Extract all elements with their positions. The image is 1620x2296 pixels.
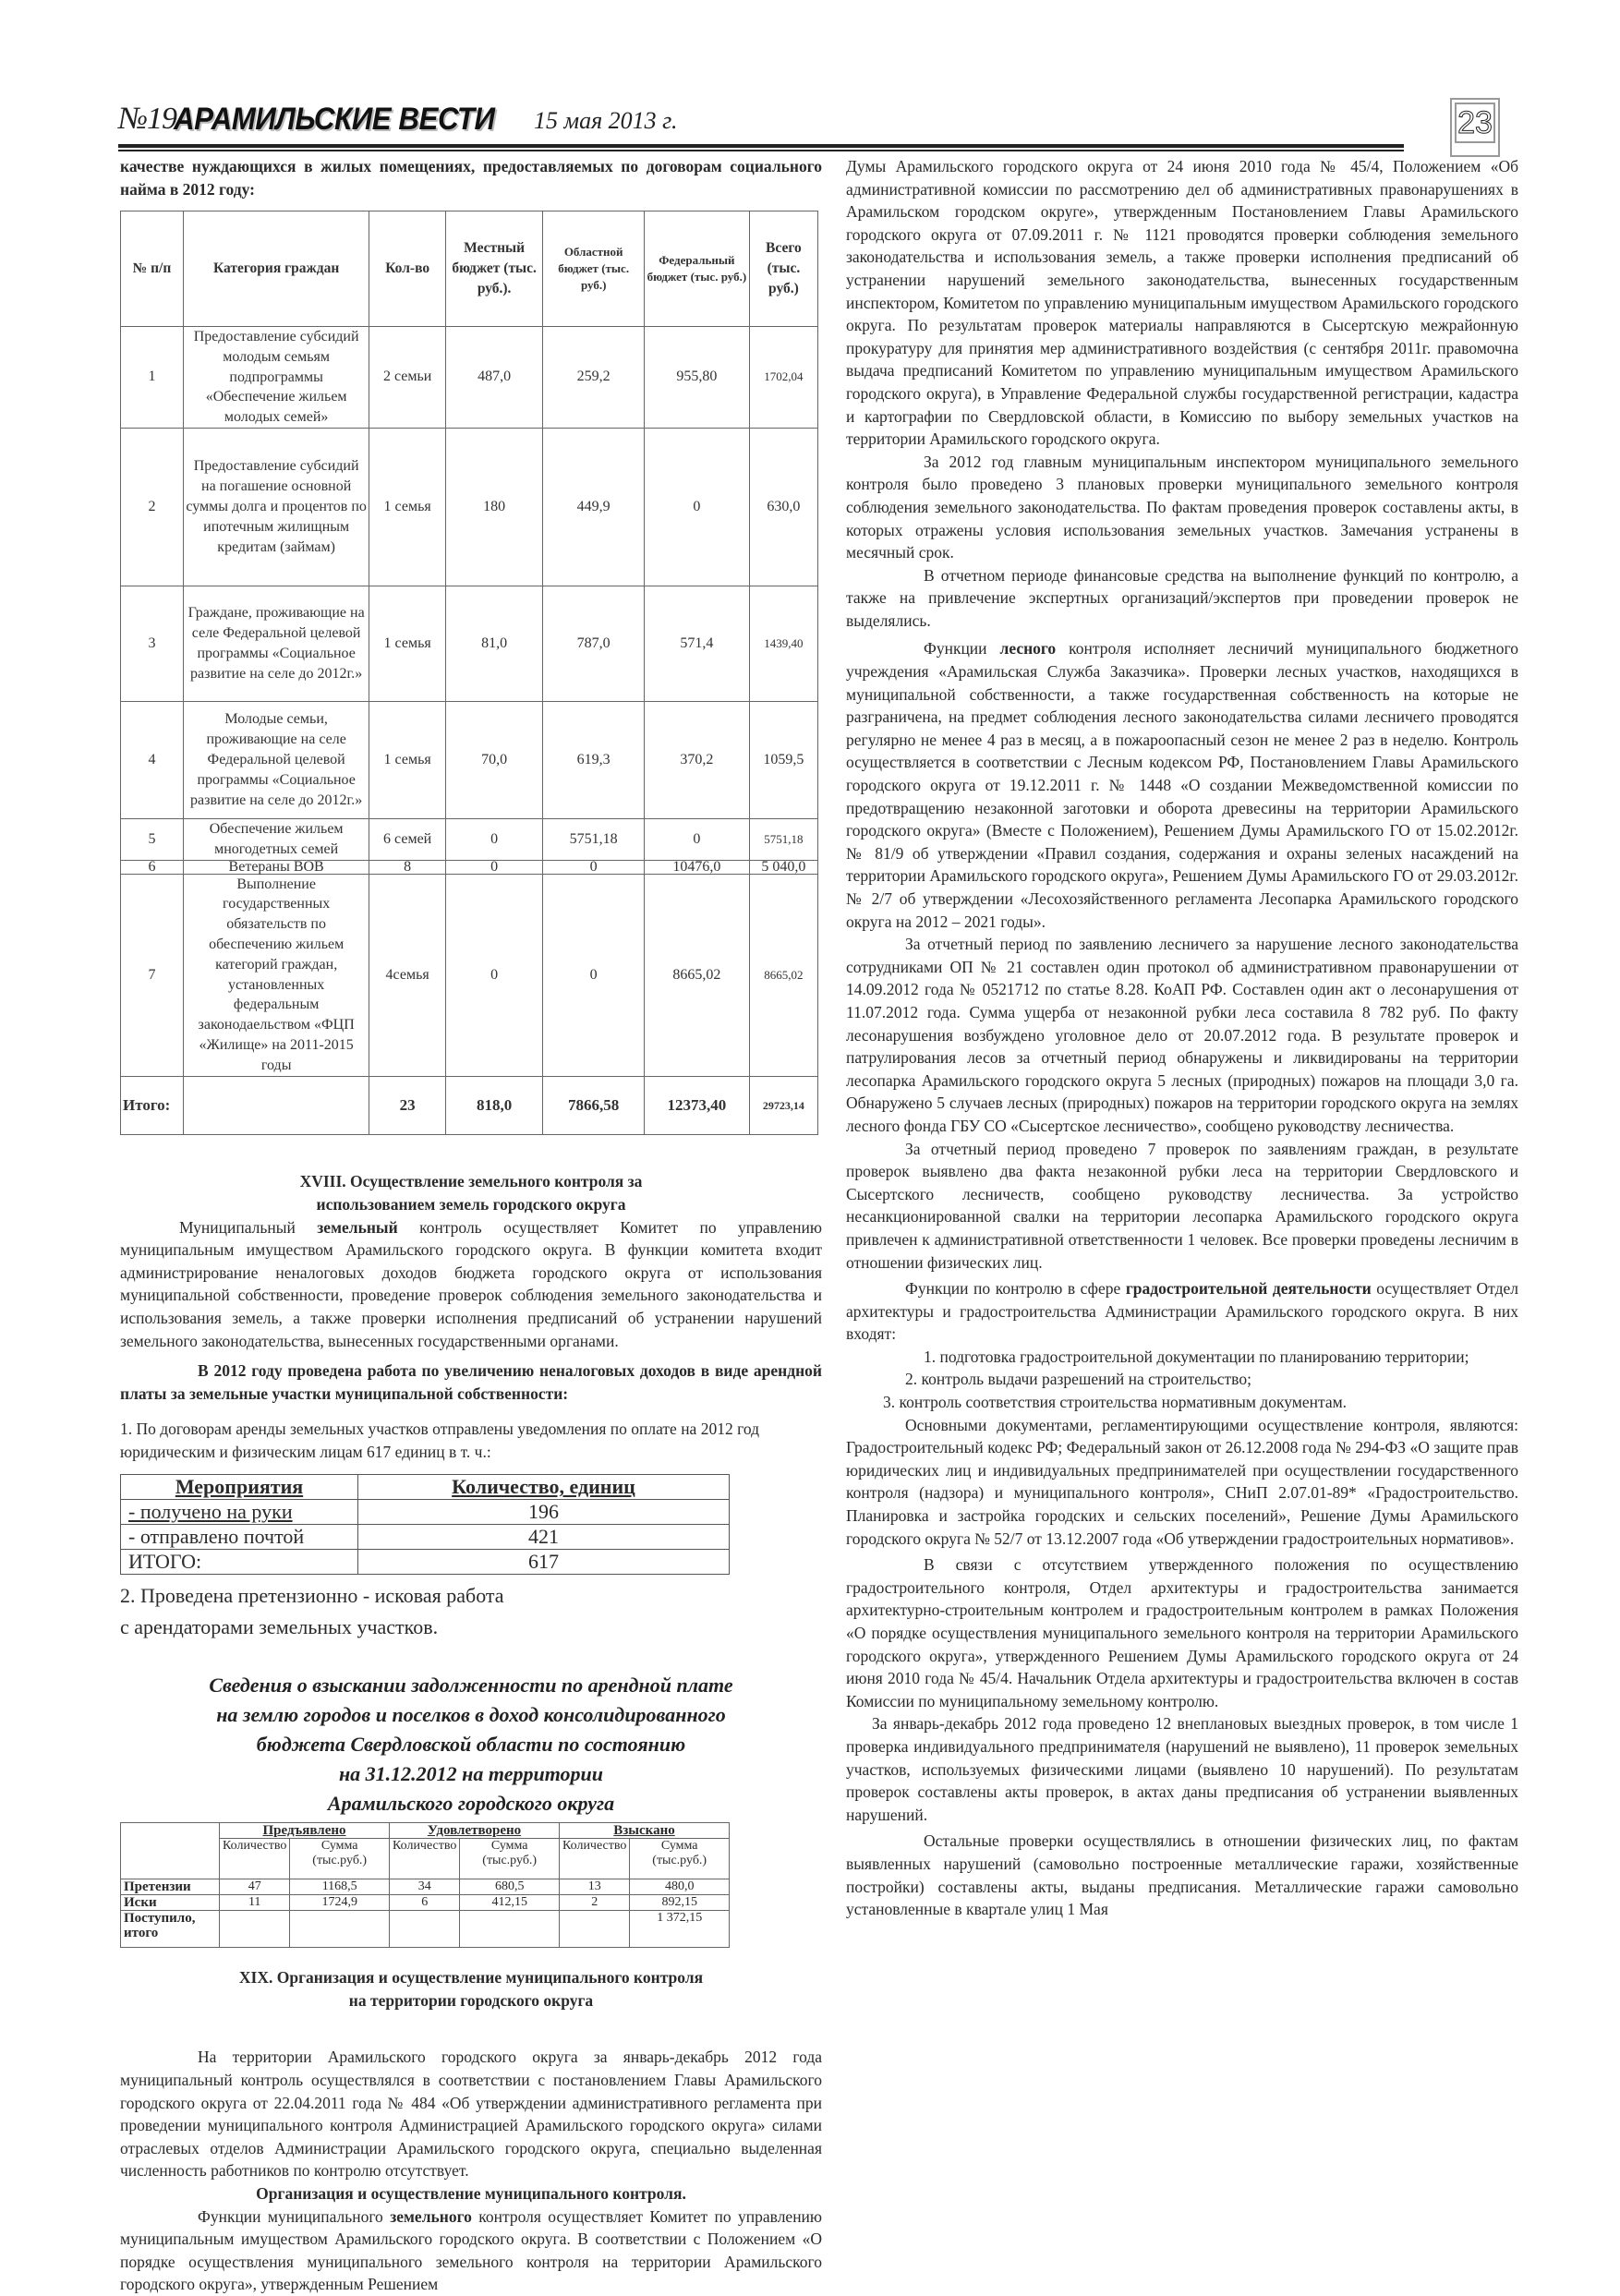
cell-regional: 619,3 [543,701,645,818]
page-number-box [1450,98,1500,157]
cell-regional: 0 [543,874,645,1076]
paragraph: На территории Арамильского городского округа за январь-декабрь 2012 года муниципальный контроль осуществлялся в соответствии с постановлением Главы Арамильского городского округа от 22.04.2011 года № 484 «Об утверждении административного регламента при проведении муниципального контроля Администрацией Арамильского городского округа» силами отраслевых отделов Администрации Арамильского городского округа, специально выделенная численность работников по контролю отсутствует. [120,2048,822,2181]
cell-federal: 955,80 [645,327,750,429]
table-row [121,1550,730,1575]
paragraph: В связи с отсутствием утвержденного положения по осуществлению градостроительного контроля, Отдел архитектуры и градостроительства занимается архитектурно-строительным контролем и градостроительным контролем в рамках Положения «О порядке осуществления муниципального земельного контроля на территории Арамильского городского округа», утвержденного Решением Думы Арамильского городского округа от 24 июня 2010 года № 45/4. Начальник Отдела архитектуры и градостроительства включен в состав Комиссии по муниципальному земельному контролю. [846,1555,1518,1710]
paragraph: 1. По договорам аренды земельных участков отправлены уведомления по оплате на 2012 год юридическим и физическим лицам 617 единиц в т. ч.: [120,1420,759,1461]
section-18-title [120,1170,822,1216]
claims-line-2: с арендаторами земельных участков. [120,1615,439,1639]
cell-activity: ИТОГО: [121,1550,358,1575]
cell-quantity: 196 [358,1500,730,1525]
table-header-row [121,1475,730,1500]
cell-total-qty: 23 [369,1076,445,1134]
cell-regional: 449,9 [543,428,645,586]
col-header-number: № п/п [121,211,184,327]
col-header-total: Всего (тыс. руб.) [749,211,817,327]
cell-federal: 0 [645,818,750,860]
cell-total-local: 818,0 [445,1076,542,1134]
cell-number: 4 [121,701,184,818]
cell-category: Обеспечение жильем многодетных семей [183,818,369,860]
cell-category: Предоставление субсидий на погашение основной суммы долга и процентов по ипотечным жилищным кредитам (займам) [183,428,369,586]
table-header-row [121,211,818,327]
table-row [121,818,818,860]
text: Муниципальный [179,1217,318,1237]
masthead [118,100,1476,140]
debt-collection-table [120,1822,730,1948]
paragraph: Остальные проверки осуществлялись в отношении физических лиц, по фактам выявленных нарушений (самовольно построенные металлические гаражи, хозяйственные постройки) составлены акты, выданы предписания. Металлические гаражи самовольно установленные в квартале улиц 1 Мая [846,1831,1518,1919]
text: контроля исполняет лесничий муниципального бюджетного учреждения «Арамильская Служба Заказчика». Проверки лесных участков, находящихся в муниципальной собственности, а также государственная собственность на которые не разграничена, на предмет соблюдения лесного законодательства силами лесничего проводятся регулярно не менее 4 раз в месяц, а в пожароопасный сезон не менее 2 раз в неделю. Контроль осуществляется в соответствии с Лесным кодексом РФ, Постановлением Главы Арамильского городского округа от 19.12.2011 г. № 1448 «О создании Межведомственной комиссии по предотвращению незаконной заготовки и оборота древесины на территории Арамильского городского округа» (Вместе с Положением), Решением Думы Арамильского ГО от 15.02.2012г. № 81/9 об утверждении «Правил создания, содержания и охраны зеленых насаждений на территории Арамильского городского округа», Решением Думы Арамильского ГО от 29.03.2012г. № 2/7 об утверждении «Лесохозяйственного регламента Лесопарка Арамильского городского округа на 2012 – 2021 годы». [846,639,1518,931]
cell-category: Ветераны ВОВ [183,860,369,874]
text: контроля осуществляет Комитет по управлению муниципальным имуществом Арамильского городского округа. В соответствии с Положением «О порядке осуществления муниципального земельного контроля на территории Арамильского городского округа», утвержденным Решением [120,2206,822,2294]
cell-total: 630,0 [749,428,817,586]
left-column [120,155,822,2296]
cell-local: 0 [445,818,542,860]
paper-name: АРАМИЛЬСКИЕ ВЕСТИ [174,102,495,137]
housing-subsidy-table [120,211,818,1135]
paragraph: За 2012 год главным муниципальным инспектором муниципального земельного контроля было проведено 3 плановых проверки муниципального земельного контроля соблюдения земельного законодательства. По фактам проведения проверок составлены акты, в которых отражены условия использования земельных участков. Замечания устранены в месячный срок. [846,452,1518,562]
right-column [846,155,1518,1921]
text-bold: лесного [999,639,1057,659]
group-header-satisfied: Удовлетворено [390,1823,560,1839]
cell-category: Граждане, проживающие на селе Федеральной целевой программы «Социальное развитие на селе до 2012г.» [183,586,369,701]
cell-total: 1439,40 [749,586,817,701]
cell-qty: 1 семья [369,428,445,586]
cell-local: 0 [445,874,542,1076]
cell-activity: - отправлено почтой [121,1525,358,1550]
table-row [121,428,818,586]
paragraph [120,1216,822,1353]
col-header-regional: Областной бюджет (тыс. руб.) [543,211,645,327]
cell-quantity: 617 [358,1550,730,1575]
cell-value: 1168,5 [290,1879,390,1895]
table-row [121,860,818,874]
cell-value: 13 [560,1879,630,1895]
cell-number: 6 [121,860,184,874]
cell-value: 2 [560,1895,630,1911]
col-header-sum: Сумма (тыс.руб.) [290,1839,390,1879]
cell-value [290,1911,390,1948]
debt-collection-title [120,1671,822,1819]
cell-value: 47 [220,1879,290,1895]
cell-value [220,1911,290,1948]
cell-total: 1702,04 [749,327,817,429]
cell-federal: 571,4 [645,586,750,701]
paragraph [846,637,1518,933]
cell-federal: 0 [645,428,750,586]
table-row [121,327,818,429]
cell-local: 81,0 [445,586,542,701]
col-header-activity: Мероприятия [121,1475,358,1500]
text: контроль осуществляет Комитет по управлению муниципальным имуществом Арамильского городского округа. В функции комитета входит администрирование неналоговых доходов бюджета городского округа от использования муниципальной собственности, проведение проверок соблюдения земельного законодательства и использования земель, а также проверки исполнения предписаний об устранении нарушений земельного законодательства, вынесенных государственными органами. [120,1217,822,1350]
paragraph: За отчетный период проведено 7 проверок по заявлениям граждан, в результате проверок выявлено два факта незаконной рубки леса на территории Свердловского и Сысертского лесничеств, сообщено руководству лесничества. За устройство несанкционированной свалки на территории лесопарка Арамильского городского округа привлечен к административной ответственности 1 человек. Все проверки проведены лесничим в отношении физических лиц. [846,1139,1518,1272]
cell-value: 892,15 [630,1895,730,1911]
paragraph: Думы Арамильского городского округа от 24 июня 2010 года № 45/4, Положением «Об административной комиссии по рассмотрению дел об административных правонарушениях в Арамильском городском округе», утвержденным Постановлением Главы Арамильского городского округа от 07.09.2011 г. № 1121 проводятся проверки соблюдения земельного законодательства и использования земель, а также проверки исполнения предписаний об устранении нарушений земельного законодательства, вынесенных государственным инспектором, Комитетом по управлению муниципальным имуществом Арамильского городского округа. По результатам проверок материалы направляются в Сысертскую межрайонную прокуратуру для принятия мер административного воздействия (с сентября 2011г. правомочна выдача предписаний Комитетом по управлению муниципальным имуществом Арамильского городского округа), в Управление Федеральной службы государственной регистрации, кадастра и картографии по Свердловской области, в Комиссию по выбору земельных участков на территории Арамильского городского округа. [846,157,1518,449]
cell-regional: 0 [543,860,645,874]
section-18-title-line-1: XVIII. Осуществление земельного контроля за [299,1171,643,1190]
col-header-count: Количество [560,1839,630,1879]
section-18-title-line-2: использованием земель городского округа [316,1194,626,1214]
cell-qty: 1 семья [369,586,445,701]
cell-total-label: Итого: [121,1076,184,1134]
table-row [121,1911,730,1948]
text: Функции [924,639,1000,659]
cell-value: 34 [390,1879,460,1895]
cell-qty: 2 семьи [369,327,445,429]
cell-number: 3 [121,586,184,701]
cell-value: 480,0 [630,1879,730,1895]
cell-category: Предоставление субсидий молодым семьям подпрограммы «Обеспечение жильем молодых семей» [183,327,369,429]
paragraph: В отчетном периоде финансовые средства на выполнение функций по контролю, а также на привлечение экспертных организаций/экспертов при проведении проверок не выделялись. [846,565,1518,630]
cell-regional: 259,2 [543,327,645,429]
text-bold: земельного [390,2206,472,2226]
table-row [121,874,818,1076]
cell-number: 7 [121,874,184,1076]
cell-total: 1059,5 [749,701,817,818]
cell-value: 11 [220,1895,290,1911]
col-header-sum: Сумма (тыс.руб.) [460,1839,560,1879]
text: Функции муниципального [198,2206,391,2226]
group-header-collected: Взыскано [560,1823,730,1839]
debt-title-line: на 31.12.2012 на территории [338,1762,604,1786]
paragraph [846,1277,1518,1346]
col-header-sum: Сумма (тыс.руб.) [630,1839,730,1879]
cell-local: 180 [445,428,542,586]
cell-value: 6 [390,1895,460,1911]
claims-text [120,1580,822,1643]
cell-federal: 8665,02 [645,874,750,1076]
paragraph [120,2205,822,2296]
cell-total-federal: 12373,40 [645,1076,750,1134]
col-header-qty: Кол-во [369,211,445,327]
debt-title-line: бюджета Свердловской области по состоянию [256,1733,686,1757]
debt-title-line: на землю городов и поселков в доход консолидированного [216,1703,726,1727]
cell-value [460,1911,560,1948]
cell-number: 1 [121,327,184,429]
group-header-presented: Предъявлено [220,1823,390,1839]
list-item: 2. контроль выдачи разрешений на строительство; [905,1370,1251,1389]
debt-title-line: Сведения о взыскании задолженности по арендной плате [209,1674,733,1698]
table-row [121,701,818,818]
header-rule-thin [118,150,1404,151]
cell-federal: 370,2 [645,701,750,818]
paragraph-bold: В 2012 году проведена работа по увеличению неналоговых доходов в виде арендной платы за земельные участки муниципальной собственности: [120,1361,822,1403]
row-label: Поступило, итого [121,1911,220,1948]
cell-regional: 787,0 [543,586,645,701]
col-header-quantity: Количество, единиц [358,1475,730,1500]
cell-federal: 10476,0 [645,860,750,874]
section-19-title [120,1966,822,2012]
cell-total-regional: 7866,58 [543,1076,645,1134]
paragraph: За отчетный период по заявлению лесничего за нарушение лесного законодательства сотрудниками ОП № 21 составлен один протокол об административном правонарушении от 14.09.2012 года № 0521712 по статье 8.28. КоАП РФ. Составлен один акт о лесонарушения от 11.07.2012 года. Сумма ущерба от незаконной рубки леса составила 8 782 руб. По факту лесонарушения возбуждено уголовное дело от 20.07.2012 года. В результате проверок и патрулирования лесов за отчетный период обнаружены и ликвидированы на территории лесопарка Арамильского городского округа 5 лесных (природных) пожаров на площади 3,0 га. Обнаружено 5 случаев лесных (природных) пожаров на территории городского округа на землях лесного фонда ГБУ СО «Сысертское лесничество», сообщено руководству лесничества. [846,935,1518,1135]
cell-quantity: 421 [358,1525,730,1550]
table-intro: качестве нуждающихся в жилых помещениях, предоставляемых по договорам социального найма в 2012 году: [120,157,822,199]
cell-value: 680,5 [460,1879,560,1895]
cell-number: 5 [121,818,184,860]
text-bold: земельный [317,1217,398,1237]
cell-value: 412,15 [460,1895,560,1911]
row-label: Иски [121,1895,220,1911]
cell-qty: 4семья [369,874,445,1076]
header-rule [118,144,1404,148]
section-19-title-line-2: на территории городского округа [348,1991,594,2011]
cell-local: 0 [445,860,542,874]
cell-value [560,1911,630,1948]
col-header-count: Количество [390,1839,460,1879]
cell-empty [183,1076,369,1134]
col-header-empty [121,1823,220,1879]
cell-regional: 5751,18 [543,818,645,860]
cell-number: 2 [121,428,184,586]
cell-activity: - получено на руки [121,1500,358,1525]
section-19-title-line-1: XIX. Организация и осуществление муниципального контроля [238,1968,704,1988]
paragraph: Основными документами, регламентирующими осуществление контроля, являются: Градостроительный кодекс РФ; Федеральный закон от 26.12.2008 года № 294-ФЗ «О защите прав юридических лиц и индивидуальных предпринимателей при осуществлении государственного контроля (надзора) и муниципального контроля», СНиП 2.07.01-89* «Градостроительство. Планировка и застройка городских и сельских поселений», Решение Думы Арамильского городского округа № 52/7 от 13.12.2007 года «Об утверждении градостроительных нормативов». [846,1415,1518,1548]
issue-date: 15 мая 2013 г. [534,107,678,134]
paragraph: За январь-декабрь 2012 года проведено 12 внеплановых выездных проверок, в том числе 1 проверка индивидуального предпринимателя (нарушений не выявлено), 11 проверок земельных участков, используемых физическими лицами (выявлено 10 нарушений). По результатам проверок составлены акты проверок, в актах даны предписания об устранении выявленных нарушений. [846,1714,1518,1824]
debt-title-line: Арамильского городского округа [327,1792,615,1816]
cell-qty: 6 семей [369,818,445,860]
col-header-category: Категория граждан [183,211,369,327]
cell-category: Выполнение государственных обязательств по обеспечению жильем категорий граждан, установленных федеральным законодаельством «ФЦП «Жилище» на 2011-2015 годы [183,874,369,1076]
page-number: 23 [1455,103,1495,143]
text: осуществляет Отдел архитектуры и градостроительства Администрации Арамильского городского округа. В них входят: [846,1279,1518,1344]
text: Функции по контролю в сфере [905,1279,1126,1299]
row-label: Претензии [121,1879,220,1895]
cell-category: Молодые семьи, проживающие на селе Федеральной целевой программы «Социальное развитие на селе до 2012г.» [183,701,369,818]
cell-local: 70,0 [445,701,542,818]
cell-value: 1724,9 [290,1895,390,1911]
claims-line-1: 2. Проведена претензионно - исковая работа [120,1584,504,1608]
cell-qty: 8 [369,860,445,874]
table-row [121,1525,730,1550]
cell-local: 487,0 [445,327,542,429]
table-row [121,1895,730,1911]
list-item: 3. контроль соответствия строительства нормативным документам. [883,1393,1348,1412]
cell-total-total: 29723,14 [749,1076,817,1134]
table-row [121,586,818,701]
cell-total: 5751,18 [749,818,817,860]
cell-value: 1 372,15 [630,1911,730,1948]
list-item: 1. подготовка градостроительной документации по планированию территории; [924,1347,1469,1366]
cell-total: 5 040,0 [749,860,817,874]
table-row [121,1879,730,1895]
issue-number: №19 [118,102,177,136]
text-bold: градостроительной деятельности [1125,1279,1372,1299]
table-row [121,1500,730,1525]
cell-value [390,1911,460,1948]
table-group-header-row [121,1823,730,1839]
col-header-local: Местный бюджет (тыс. руб.). [445,211,542,327]
lease-notices-table [120,1474,730,1575]
col-header-federal: Федеральный бюджет (тыс. руб.) [645,211,750,327]
cell-qty: 1 семья [369,701,445,818]
col-header-count: Количество [220,1839,290,1879]
table-total-row [121,1076,818,1134]
subheading: Организация и осуществление муниципального контроля. [256,2184,686,2204]
cell-total: 8665,02 [749,874,817,1076]
